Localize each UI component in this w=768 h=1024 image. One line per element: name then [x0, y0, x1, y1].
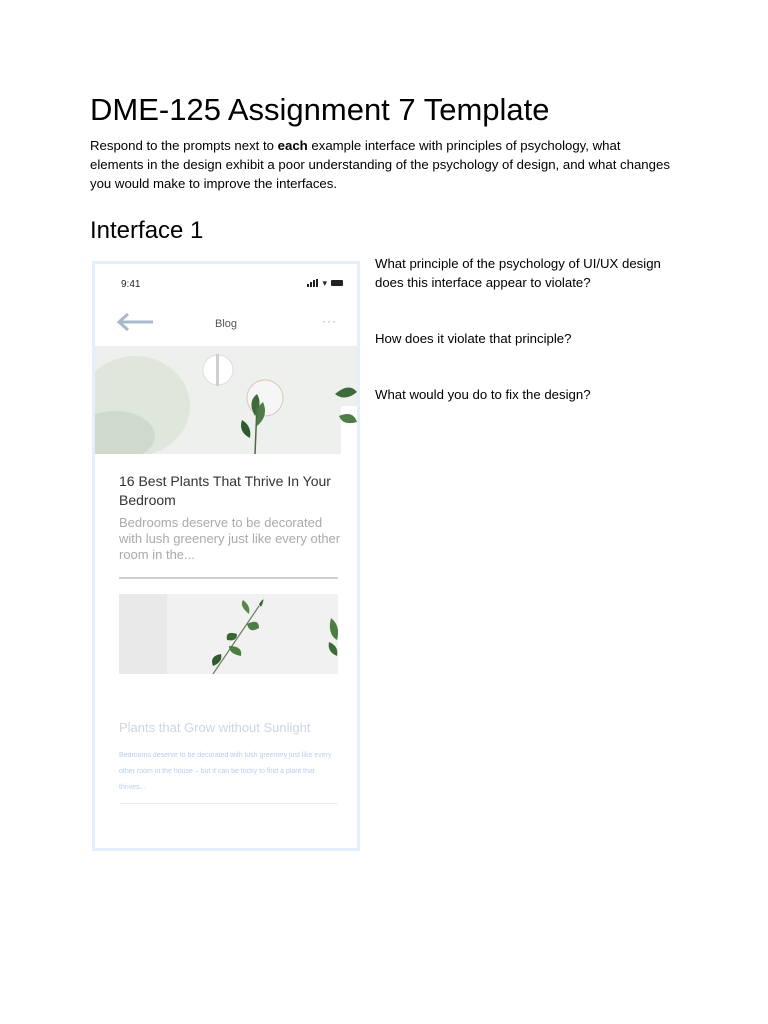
more-icon[interactable]: ··· — [322, 314, 337, 328]
prompt-principle: What principle of the psychology of UI/UX design does this interface appear to violate? — [375, 256, 661, 290]
prompt-violation: How does it violate that principle? — [375, 331, 572, 346]
wifi-icon: ▾ — [322, 278, 327, 288]
battery-icon — [331, 280, 343, 286]
second-article-excerpt: Bedrooms deserve to be decorated with lush greenery just like every other room in the house – but it can be tricky to find a plant that thrives... — [119, 752, 332, 791]
status-time: 9:41 — [121, 279, 141, 290]
intro-text-end: example interface with principles of psychology, what elements in the design exhibit a poor understanding of the psychology of design, and what changes you would make to improve the interfaces. — [90, 138, 670, 191]
signal-icon — [307, 279, 318, 287]
hero-image — [95, 346, 357, 454]
article-divider — [119, 577, 338, 579]
second-article-title[interactable]: Plants that Grow without Sunlight — [119, 720, 311, 735]
prompt-fix: What would you do to fix the design? — [375, 387, 591, 402]
nav-title: Blog — [214, 318, 238, 330]
intro-text-start: Respond to the prompts next to — [90, 138, 278, 153]
document-title: DME-125 Assignment 7 Template — [90, 92, 550, 127]
article-title[interactable]: 16 Best Plants That Thrive In Your Bedroom — [119, 473, 331, 508]
article-image — [119, 594, 338, 674]
status-icons — [307, 279, 343, 287]
section-heading: Interface 1 — [90, 217, 204, 244]
intro-paragraph — [90, 136, 670, 193]
second-article-divider — [119, 803, 338, 804]
article-excerpt: Bedrooms deserve to be decorated with lush greenery just like every other room in the... — [119, 515, 341, 562]
interface-mockup — [92, 261, 360, 851]
intro-bold-word: each — [277, 138, 308, 153]
